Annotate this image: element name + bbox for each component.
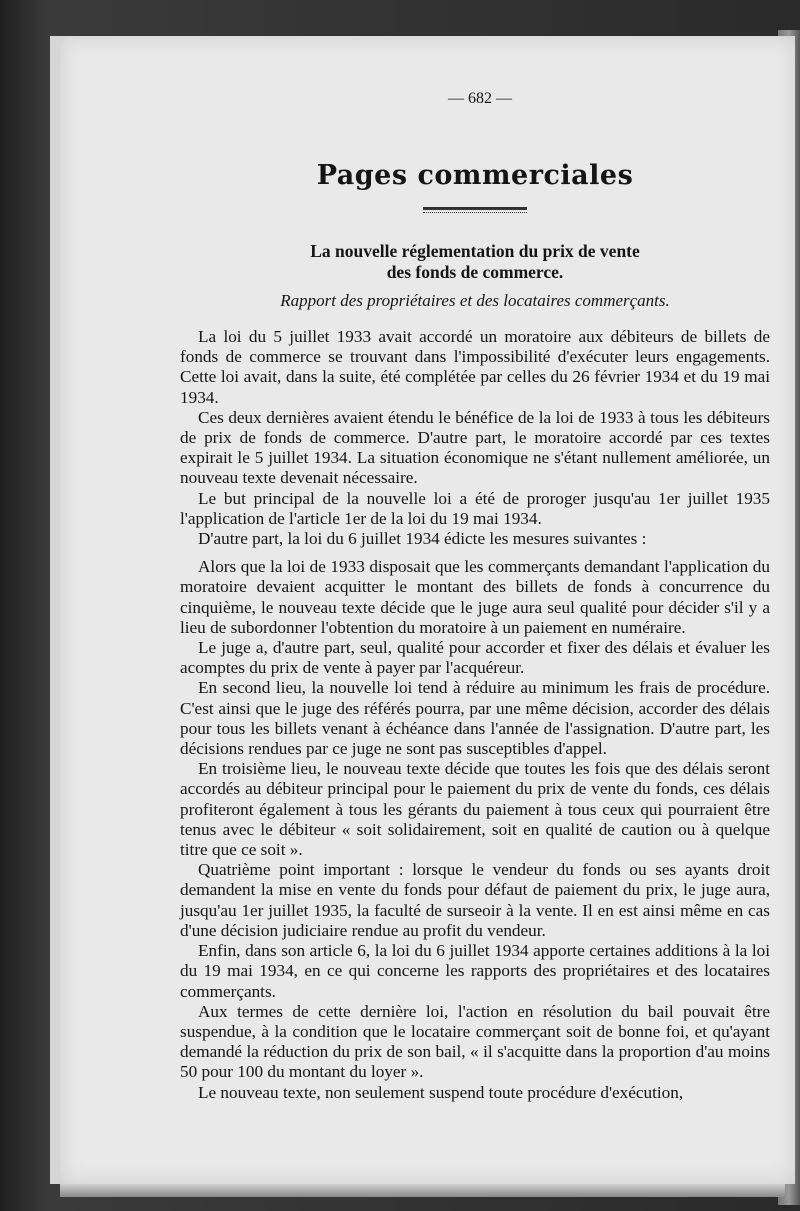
paragraph: Le nouveau texte, non seulement suspend toute procédure d'exécution, — [198, 1082, 684, 1102]
section-heading: Pages commerciales — [316, 160, 634, 191]
paragraph: Quatrième point important : lorsque le vendeur du fonds ou ses ayants droit demandent la mise en vente du fonds pour défaut de paiement du prix, le juge aura, jusqu'au 1er juillet 1935, la faculté de surseoir à la vente. Il en est ainsi même en cas d'une décision judiciaire rendue au profit du vendeur. — [180, 860, 770, 940]
paragraph: Ces deux dernières avaient étendu le bénéfice de la loi de 1933 à tous les débiteurs de prix de fonds de commerce. D'autre part, le moratoire accordé par ces textes expirait le 5 juillet 1934. La situation économique ne s'étant nullement améliorée, un nouveau texte devenait nécessaire. — [180, 407, 770, 488]
book-bottom-edge — [60, 1184, 785, 1197]
paragraph: En second lieu, la nouvelle loi tend à réduire au minimum les frais de procédure. C'est ainsi que le juge des référés pourra, par une même décision, accorder des délais pour tous les billets venant à échéance dans l'année de l'assignation. D'autre part, les décisions rendues par ce juge ne sont pas susceptibles d'appel. — [180, 678, 770, 759]
paragraph: D'autre part, la loi du 6 juillet 1934 édicte les mesures suivantes : — [198, 529, 647, 549]
article-title-line-2: des fonds de commerce. — [386, 262, 564, 282]
article-title-line-1: La nouvelle réglementation du prix de vente — [310, 241, 640, 261]
page-sheet — [50, 36, 795, 1184]
paragraph: Enfin, dans son article 6, la loi du 6 juillet 1934 apporte certaines additions à la loi du 19 mai 1934, en ce qui concerne les rapports des propriétaires et des locataires commerçants. — [180, 941, 770, 1001]
heading-divider — [423, 207, 527, 213]
paragraph: En troisième lieu, le nouveau texte décide que toutes les fois que des délais seront accordés au débiteur principal pour le paiement du prix de vente du fonds, ces délais profiteront également à tous les gérants du paiement à tous ceux qui pourraient être tenus avec le débiteur « soit solidairement, soit en qualité de caution ou à quelque titre que ce soit ». — [180, 759, 770, 860]
paragraph: La loi du 5 juillet 1933 avait accordé un moratoire aux débiteurs de billets de fonds de commerce se trouvant dans l'impossibilité d'exécuter leurs engagements. Cette loi avait, dans la suite, été complétée par celles du 26 février 1934 et du 19 mai 1934. — [180, 327, 770, 407]
article-title — [180, 241, 770, 283]
paragraph: Alors que la loi de 1933 disposait que les commerçants demandant l'application du moratoire devaient acquitter le montant des billets de fonds à concurrence du cinquième, le nouveau texte décide que le juge aura seul qualité pour décider s'il y a lieu de subordonner l'obtention du moratoire à un paiement en numéraire. — [180, 557, 770, 637]
paragraph: Le but principal de la nouvelle loi a été de proroger jusqu'au 1er juillet 1935 l'application de l'article 1er de la loi du 19 mai 1934. — [180, 488, 770, 528]
article-body — [180, 327, 770, 1103]
page-content — [180, 90, 770, 1103]
paragraph: Aux termes de cette dernière loi, l'action en résolution du bail pouvait être suspendue, à la condition que le locataire commerçant soit de bonne foi, et qu'ayant demandé la réduction du prix de son bail, « il s'acquitte dans la proportion d'au moins 50 pour 100 du montant du loyer ». — [180, 1001, 770, 1082]
page-number: — 682 — — [448, 90, 512, 107]
article-subtitle: Rapport des propriétaires et des locataires commerçants. — [280, 291, 670, 310]
paragraph: Le juge a, d'autre part, seul, qualité pour accorder et fixer des délais et évaluer les acomptes du prix de vente à payer par l'acquéreur. — [180, 638, 770, 678]
